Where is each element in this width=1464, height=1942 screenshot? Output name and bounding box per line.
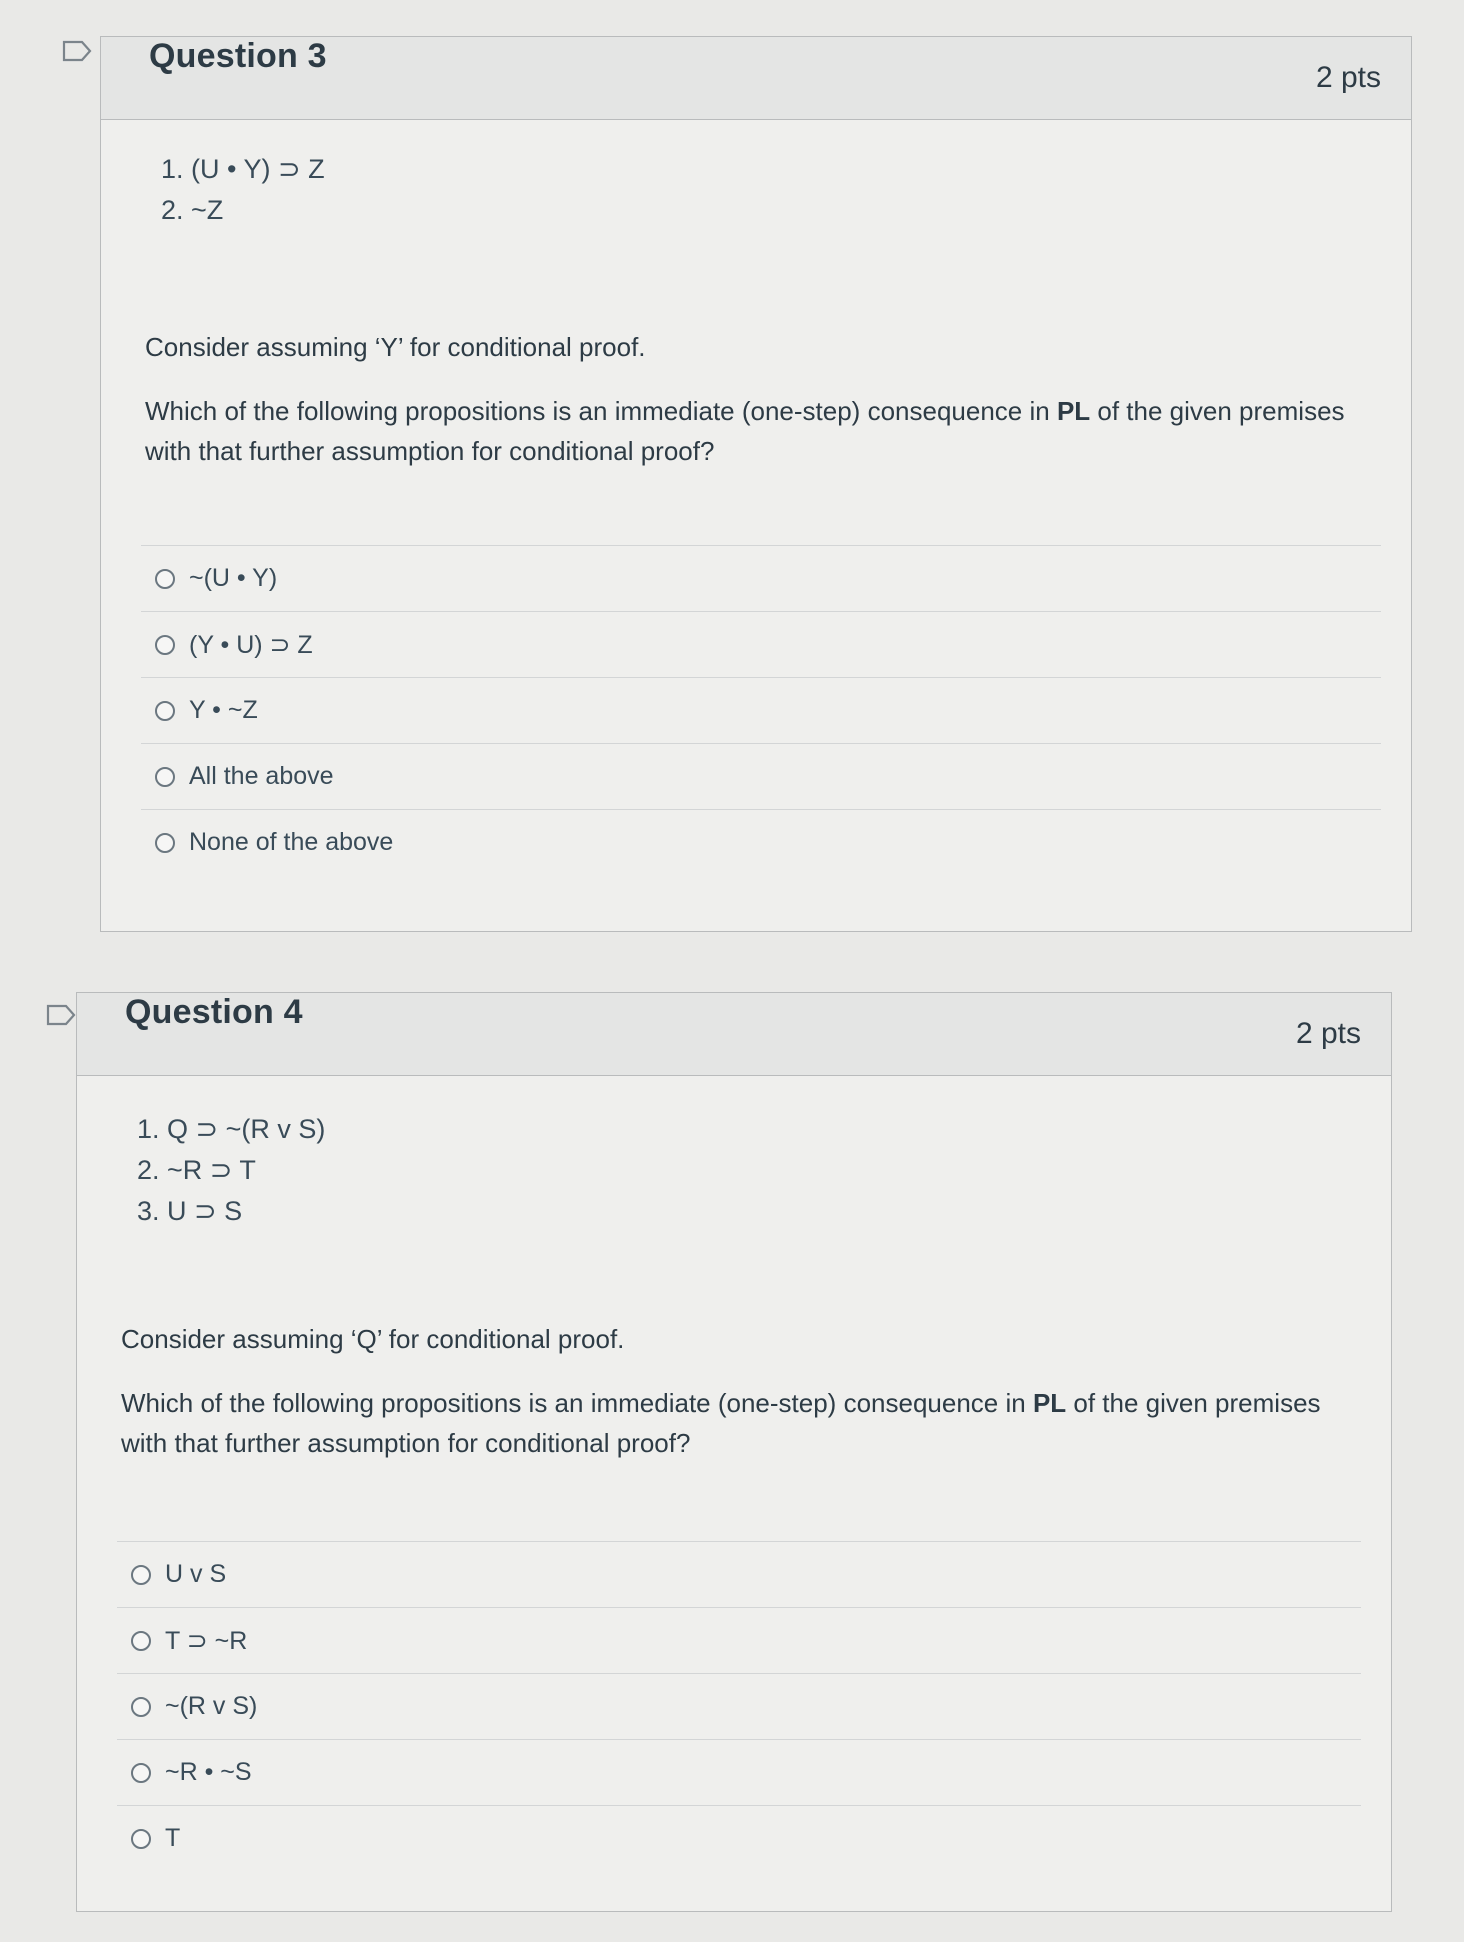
question-prompt: Which of the following propositions is an immediate (one-step) consequence in PL of the given premises with that further assumption for conditional proof? bbox=[145, 396, 1345, 466]
answer-option[interactable] bbox=[117, 1673, 1361, 1739]
premise-1: 1. (U • Y) ⊃ Z bbox=[161, 154, 325, 184]
premise-1: 1. Q ⊃ ~(R v S) bbox=[137, 1114, 326, 1144]
question-title: Question 3 bbox=[149, 37, 327, 75]
premises-list bbox=[161, 149, 325, 231]
answer-option[interactable] bbox=[141, 743, 1381, 809]
radio-button-icon[interactable] bbox=[131, 1565, 151, 1585]
radio-button-icon[interactable] bbox=[155, 569, 175, 589]
question-points: 2 pts bbox=[1295, 1017, 1361, 1050]
premises-list bbox=[137, 1109, 325, 1232]
question-title: Question 4 bbox=[125, 993, 303, 1031]
answer-label: ~R • ~S bbox=[165, 1758, 252, 1786]
question-header bbox=[101, 37, 1411, 120]
bookmark-flag-icon[interactable] bbox=[46, 1004, 76, 1026]
premise-2: 2. ~R ⊃ T bbox=[137, 1155, 256, 1185]
answer-label: None of the above bbox=[189, 828, 394, 856]
answer-option[interactable] bbox=[117, 1541, 1361, 1607]
answer-label: U v S bbox=[165, 1560, 227, 1588]
radio-button-icon[interactable] bbox=[155, 701, 175, 721]
answer-list bbox=[117, 1541, 1361, 1871]
answer-option[interactable] bbox=[141, 677, 1381, 743]
answer-label: T ⊃ ~R bbox=[165, 1626, 248, 1655]
radio-button-icon[interactable] bbox=[131, 1631, 151, 1651]
answer-option[interactable] bbox=[141, 809, 1381, 875]
answer-option[interactable] bbox=[141, 611, 1381, 677]
radio-button-icon[interactable] bbox=[131, 1829, 151, 1849]
answer-label: T bbox=[165, 1824, 181, 1852]
question-3-card bbox=[100, 36, 1412, 932]
bookmark-flag-icon[interactable] bbox=[62, 40, 92, 62]
question-points: 2 pts bbox=[1315, 61, 1381, 94]
radio-button-icon[interactable] bbox=[131, 1763, 151, 1783]
radio-button-icon[interactable] bbox=[131, 1697, 151, 1717]
answer-label: All the above bbox=[189, 762, 334, 790]
premise-3: 3. U ⊃ S bbox=[137, 1196, 243, 1226]
answer-option[interactable] bbox=[117, 1607, 1361, 1673]
answer-label: ~(R v S) bbox=[165, 1692, 258, 1720]
premise-2: 2. ~Z bbox=[161, 195, 224, 225]
radio-button-icon[interactable] bbox=[155, 767, 175, 787]
question-header bbox=[77, 993, 1391, 1076]
assumption-text: Consider assuming ‘Y’ for conditional proof. bbox=[145, 332, 646, 362]
answer-label: (Y • U) ⊃ Z bbox=[189, 630, 313, 659]
radio-button-icon[interactable] bbox=[155, 833, 175, 853]
answer-label: ~(U • Y) bbox=[189, 564, 278, 592]
question-4-card bbox=[76, 992, 1392, 1912]
answer-option[interactable] bbox=[141, 545, 1381, 611]
answer-option[interactable] bbox=[117, 1805, 1361, 1871]
answer-list bbox=[141, 545, 1381, 875]
assumption-text: Consider assuming ‘Q’ for conditional proof. bbox=[121, 1324, 625, 1354]
question-prompt: Which of the following propositions is an immediate (one-step) consequence in PL of the given premises with that further assumption for conditional proof? bbox=[121, 1388, 1321, 1458]
radio-button-icon[interactable] bbox=[155, 635, 175, 655]
answer-option[interactable] bbox=[117, 1739, 1361, 1805]
answer-label: Y • ~Z bbox=[189, 696, 258, 724]
